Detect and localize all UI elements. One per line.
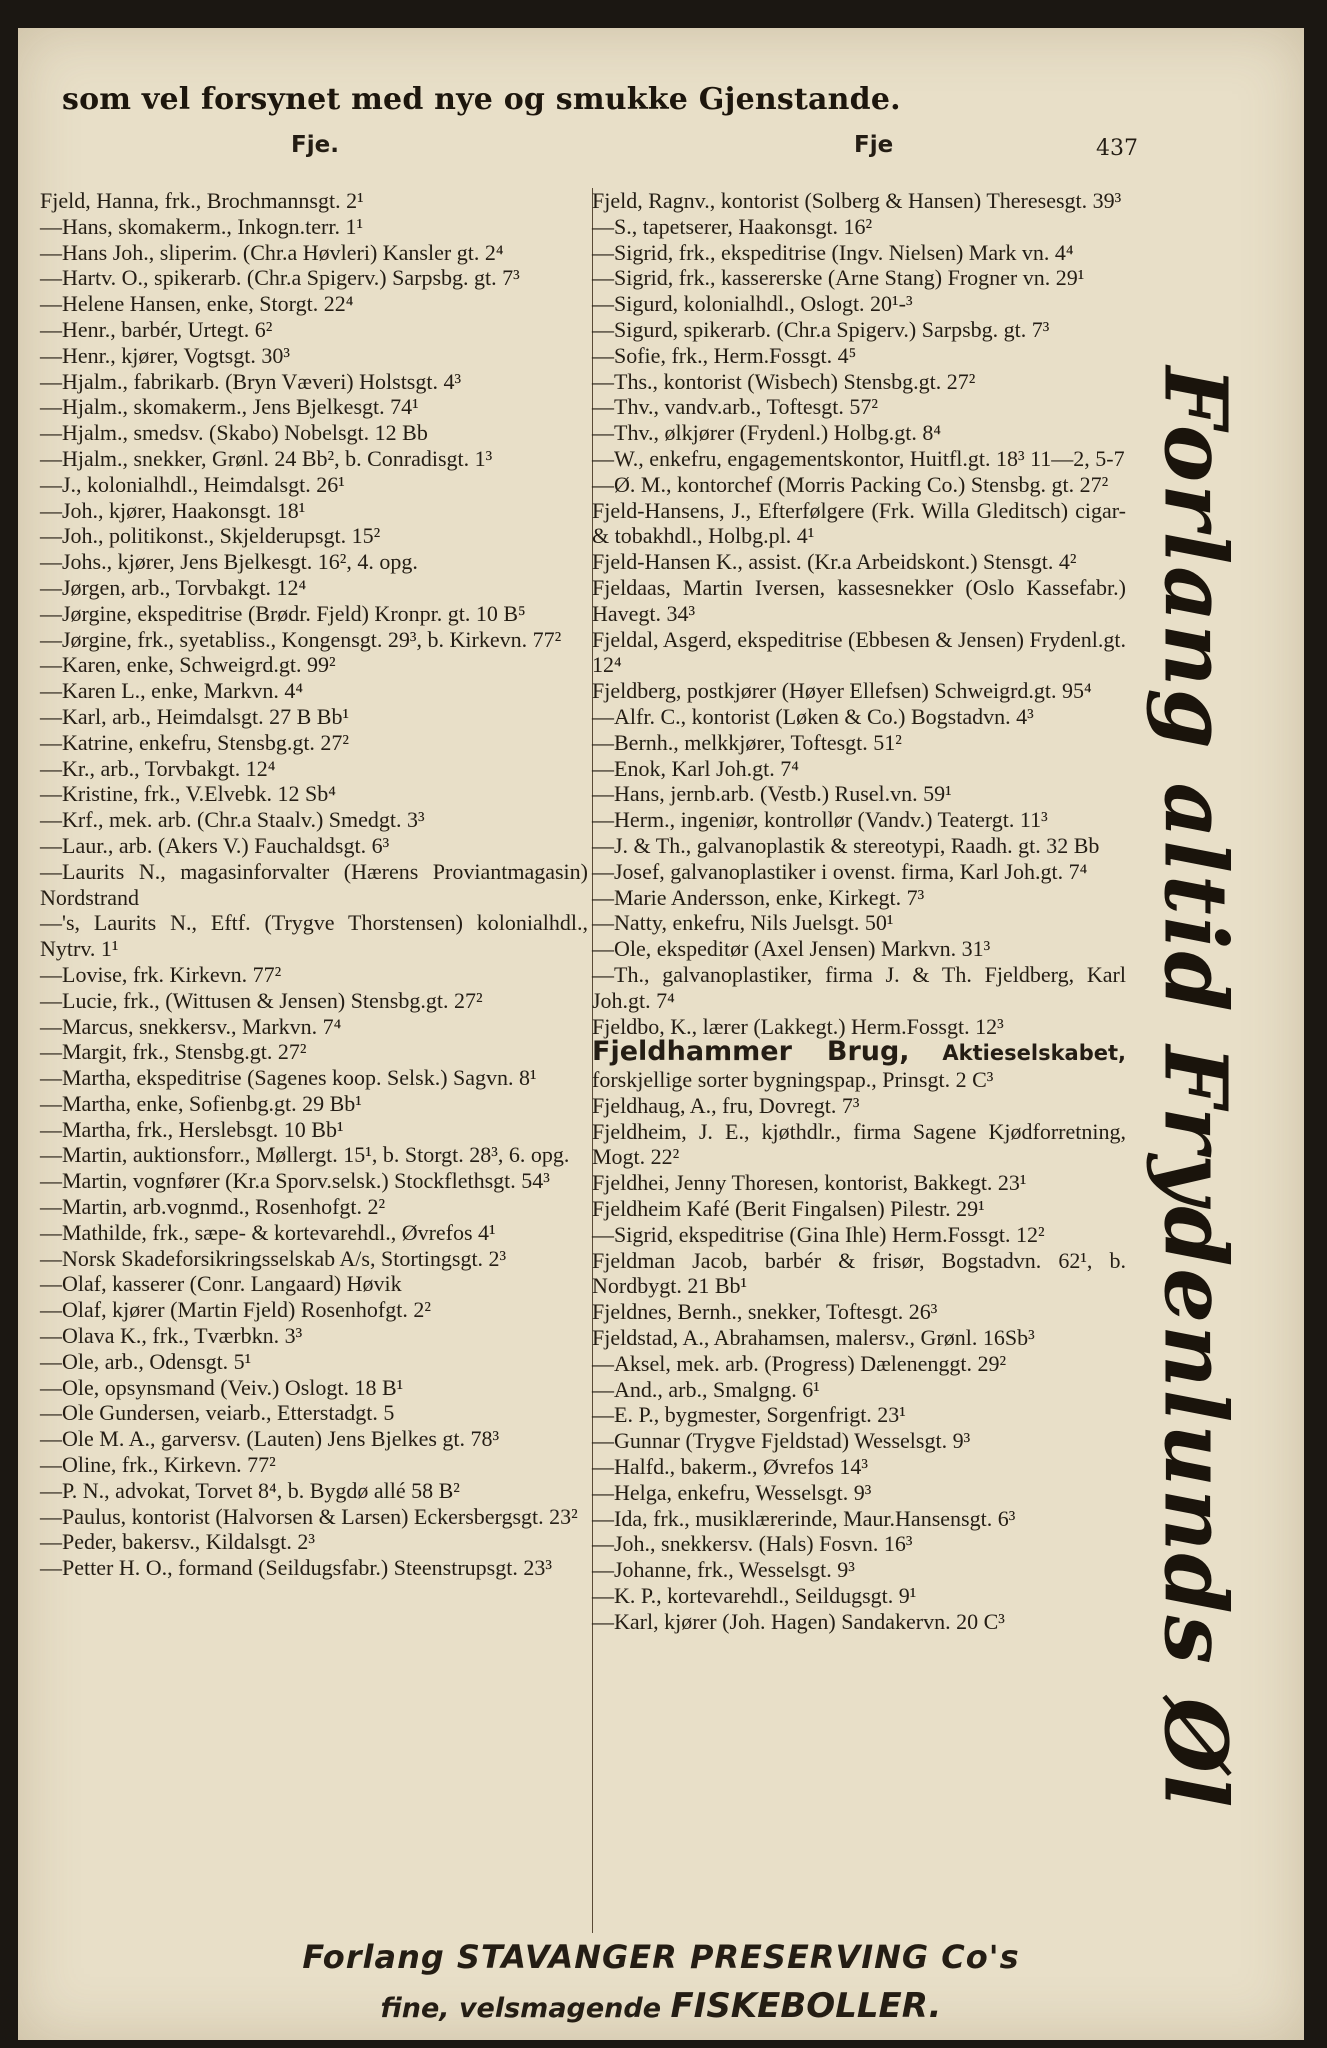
right-guide-word: Fje (854, 132, 894, 158)
directory-entry: —Johanne, frk., Wesselsgt. 9³ (592, 1557, 855, 1583)
directory-entry: Fjeldhei, Jenny Thoresen, kontorist, Bakkegt. 23¹ (592, 1170, 1027, 1196)
side-advertisement (1130, 366, 1260, 1810)
directory-entry: —Herm., ingeniør, kontrollør (Vandv.) Teatergt. 11³ (592, 807, 1048, 833)
directory-entry: —Th., galvanoplastiker, firma J. & Th. Fjeldberg, Karl Joh.gt. 7⁴ (592, 961, 1126, 1013)
directory-entry: —Hjalm., smedsv. (Skabo) Nobelsgt. 12 Bb (40, 420, 428, 446)
directory-entry: —Hjalm., fabrikarb. (Bryn Væveri) Holstsgt. 4³ (40, 368, 462, 394)
directory-entry: Fjeldman Jacob, barbér & frisør, Bogstadvn. 62¹, b. Nordbygt. 21 Bb¹ (592, 1247, 1126, 1299)
directory-entry: —Bernh., melkkjører, Toftesgt. 51² (592, 729, 902, 755)
directory-entry: —Henr., barbér, Urtegt. 6² (40, 316, 273, 342)
directory-entry: Fjeld, Ragnv., kontorist (Solberg & Hansen) Theresesgt. 39³ (592, 188, 1122, 213)
directory-entry: —Ths., kontorist (Wisbech) Stensbg.gt. 27² (592, 368, 976, 394)
directory-entry: Fjeld-Hansen K., assist. (Kr.a Arbeidskont.) Stensgt. 4² (592, 549, 1077, 575)
directory-entry: —Halfd., bakerm., Øvrefos 14³ (592, 1454, 869, 1480)
page-number: 437 (1096, 136, 1138, 161)
directory-entry: —Hans, jernb.arb. (Vestb.) Rusel.vn. 59¹ (592, 781, 952, 807)
directory-entry: Fjeldheim Kafé (Berit Fingalsen) Pilestr. 29¹ (592, 1196, 985, 1222)
directory-entry: —Karen, enke, Schweigrd.gt. 99² (40, 652, 336, 678)
directory-entry: —Natty, enkefru, Nils Juelsgt. 50¹ (592, 910, 894, 936)
directory-entry: —Enok, Karl Joh.gt. 7⁴ (592, 755, 799, 781)
directory-entry: —Sigurd, kolonialhdl., Oslogt. 20¹-³ (592, 291, 913, 317)
directory-entry: —Hans, skomakerm., Inkogn.terr. 1¹ (40, 213, 364, 239)
directory-entry: Fjeldbo, K., lærer (Lakkegt.) Herm.Fossgt. 12³ (592, 1013, 1004, 1039)
directory-entry: —Lucie, frk., (Wittusen & Jensen) Stensbg.gt. 27² (40, 987, 483, 1013)
directory-entry: —Jørgen, arb., Torvbakgt. 12⁴ (40, 574, 307, 600)
directory-entry: Fjeld, Hanna, frk., Brochmannsgt. 2¹ (40, 188, 364, 213)
directory-entry: —Ole Gundersen, veiarb., Etterstadgt. 5 (40, 1400, 395, 1426)
directory-entry: Fjeld-Hansens, J., Efterfølgere (Frk. Willa Gleditsch) cigar- & tobakhdl., Holbg.pl. 4¹ (592, 497, 1126, 549)
directory-entry: —E. P., bygmester, Sorgenfrigt. 23¹ (592, 1402, 906, 1428)
directory-entry: —Sigrid, ekspeditrise (Gina Ihle) Herm.Fossgt. 12² (592, 1221, 1045, 1247)
directory-entry: Fjeldberg, postkjører (Høyer Ellefsen) Schweigrd.gt. 95⁴ (592, 678, 1092, 704)
directory-entry: —Thv., vandv.arb., Toftesgt. 57² (592, 394, 878, 420)
directory-entry: —Laurits N., magasinforvalter (Hærens Proviantmagasin) Nordstrand (40, 858, 588, 910)
directory-entry: —Joh., kjører, Haakonsgt. 18¹ (40, 497, 306, 523)
right-column (592, 188, 1126, 1635)
directory-entry: —Joh., politikonst., Skjelderupsgt. 15² (40, 523, 381, 549)
directory-entry: —Martha, enke, Sofienbg.gt. 29 Bb¹ (40, 1090, 362, 1116)
directory-entry: —W., enkefru, engagementskontor, Huitfl.gt. 18³ 11—2, 5-7 (592, 445, 1125, 471)
directory-entry: —Martha, ekspeditrise (Sagenes koop. Selsk.) Sagvn. 8¹ (40, 1065, 537, 1091)
bottom-ad-line2-prefix: fine, velsmagende (380, 1993, 671, 2024)
directory-entry: Fjeldstad, A., Abrahamsen, malersv., Grønl. 16Sb³ (592, 1325, 1035, 1351)
directory-entry: —Gunnar (Trygve Fjeldstad) Wesselsgt. 9³ (592, 1428, 971, 1454)
directory-entry: —Hjalm., snekker, Grønl. 24 Bb², b. Conradisgt. 1³ (40, 445, 493, 471)
directory-entry: —Jørgine, ekspeditrise (Brødr. Fjeld) Kronpr. gt. 10 B⁵ (40, 600, 526, 626)
directory-entry: —Ida, frk., musiklærerinde, Maur.Hansensgt. 6³ (592, 1505, 1016, 1531)
left-column (40, 188, 588, 1581)
featured-entry-suffix: Aktieselskabet, (909, 1041, 1126, 1066)
directory-entry: Fjeldhaug, A., fru, Dovregt. 7³ (592, 1092, 860, 1118)
directory-entry: —'s, Laurits N., Eftf. (Trygve Thorstensen) kolonialhdl., Nytrv. 1¹ (40, 910, 588, 962)
directory-entry: —S., tapetserer, Haakonsgt. 16² (592, 213, 873, 239)
left-guide-word: Fje. (291, 132, 339, 158)
directory-entry: —And., arb., Smalgng. 6¹ (592, 1376, 820, 1402)
directory-entry: —Karen L., enke, Markvn. 4⁴ (40, 678, 304, 704)
directory-entry: —Hjalm., skomakerm., Jens Bjelkesgt. 74¹ (40, 394, 419, 420)
directory-entry: —Olava K., frk., Tværbkn. 3³ (40, 1323, 303, 1349)
directory-entry: —P. N., advokat, Torvet 8⁴, b. Bygdø allé 58 B² (40, 1477, 460, 1503)
directory-entry: —Martin, auktionsforr., Møllergt. 15¹, b. Storgt. 28³, 6. opg. (40, 1142, 570, 1168)
directory-entry: —Martha, frk., Herslebsgt. 10 Bb¹ (40, 1116, 344, 1142)
directory-entry: —Sigurd, spikerarb. (Chr.a Spigerv.) Sarpsbg. gt. 7³ (592, 316, 1050, 342)
directory-entry: Fjeldnes, Bernh., snekker, Toftesgt. 26³ (592, 1299, 938, 1325)
directory-entry: —Laur., arb. (Akers V.) Fauchaldsgt. 6³ (40, 832, 390, 858)
side-ad-text: Forlang altid Frydenlunds Øl (1144, 366, 1246, 1810)
directory-entry: —Ole M. A., garversv. (Lauten) Jens Bjelkes gt. 78³ (40, 1426, 500, 1452)
directory-entry: —Jørgine, frk., syetabliss., Kongensgt. 29³, b. Kirkevn. 77² (40, 626, 562, 652)
directory-entry: —Marie Andersson, enke, Kirkegt. 7³ (592, 884, 925, 910)
featured-entry-text: forskjellige sorter bygningspap., Prinsgt. 2 C³ (592, 1067, 994, 1093)
directory-entry: —Lovise, frk. Kirkevn. 77² (40, 961, 282, 987)
directory-entry: —Helga, enkefru, Wesselsgt. 9³ (592, 1479, 872, 1505)
directory-entry: Fjeldheim, J. E., kjøthdlr., firma Sagene Kjødforretning, Mogt. 22² (592, 1118, 1126, 1170)
directory-entry: —Sofie, frk., Herm.Fossgt. 4⁵ (592, 342, 857, 368)
directory-entry: —Oline, frk., Kirkevn. 77² (40, 1452, 276, 1478)
directory-entry: —Thv., ølkjører (Frydenl.) Holbg.gt. 8⁴ (592, 420, 942, 446)
directory-entry: —Sigrid, frk., kassererske (Arne Stang) Frogner vn. 29¹ (592, 265, 1085, 291)
directory-entry: —Ø. M., kontorchef (Morris Packing Co.) Stensbg. gt. 27² (592, 471, 1109, 497)
directory-entry: —Hartv. O., spikerarb. (Chr.a Spigerv.) Sarpsbg. gt. 7³ (40, 265, 520, 291)
bottom-ad-line2 (18, 1986, 1304, 2026)
directory-entry: —Katrine, enkefru, Stensbg.gt. 27² (40, 729, 350, 755)
directory-entry: —Hans Joh., sliperim. (Chr.a Høvleri) Kansler gt. 2⁴ (40, 239, 504, 265)
directory-entry: —Kr., arb., Torvbakgt. 12⁴ (40, 755, 276, 781)
directory-entry: —Paulus, kontorist (Halvorsen & Larsen) Eckersbergsgt. 23² (40, 1503, 578, 1529)
bottom-ad-line2-main: FISKEBOLLER. (670, 1986, 942, 2026)
directory-entry: —K. P., kortevarehdl., Seildugsgt. 9¹ (592, 1583, 917, 1609)
directory-entry: —Helene Hansen, enke, Storgt. 22⁴ (40, 291, 354, 317)
directory-entry: —Kristine, frk., V.Elvebk. 12 Sb⁴ (40, 781, 336, 807)
directory-entry: —Ole, ekspeditør (Axel Jensen) Markvn. 31³ (592, 936, 991, 962)
directory-entry: —J. & Th., galvanoplastik & stereotypi, Raadh. gt. 32 Bb (592, 832, 1100, 858)
top-banner-ad: som vel forsynet med nye og smukke Gjenstande. (62, 82, 901, 117)
featured-entry-name: Fjeldhammer Brug, (592, 1036, 910, 1068)
directory-entry: —Marcus, snekkersv., Markvn. 7⁴ (40, 1013, 342, 1039)
directory-entry: —Joh., snekkersv. (Hals) Fosvn. 16³ (592, 1531, 913, 1557)
directory-entry: Fjeldal, Asgerd, ekspeditrise (Ebbesen & Jensen) Frydenl.gt. 12⁴ (592, 626, 1127, 678)
directory-entry: —Karl, arb., Heimdalsgt. 27 B Bb¹ (40, 703, 350, 729)
featured-entry (592, 1036, 1126, 1093)
directory-entry: —Margit, frk., Stensbg.gt. 27² (40, 1039, 307, 1065)
directory-entry: —Sigrid, frk., ekspeditrise (Ingv. Nielsen) Mark vn. 4⁴ (592, 239, 1074, 265)
directory-entry: —Mathilde, frk., sæpe- & kortevarehdl., Øvrefos 4¹ (40, 1219, 496, 1245)
directory-entry: —Ole, opsynsmand (Veiv.) Oslogt. 18 B¹ (40, 1374, 404, 1400)
directory-entry: —Alfr. C., kontorist (Løken & Co.) Bogstadvn. 4³ (592, 703, 1034, 729)
directory-entry: —Petter H. O., formand (Seildugsfabr.) Steenstrupsgt. 23³ (40, 1555, 552, 1581)
directory-entry: —Olaf, kasserer (Conr. Langaard) Høvik (40, 1271, 402, 1297)
directory-entry: —J., kolonialhdl., Heimdalsgt. 26¹ (40, 471, 345, 497)
directory-entry: Fjeldaas, Martin Iversen, kassesnekker (Oslo Kassefabr.) Havegt. 34³ (592, 574, 1126, 626)
directory-entry: —Peder, bakersv., Kildalsgt. 2³ (40, 1529, 315, 1555)
directory-entry: —Josef, galvanoplastiker i ovenst. firma, Karl Joh.gt. 7⁴ (592, 858, 1088, 884)
directory-entry: —Ole, arb., Odensgt. 5¹ (40, 1348, 252, 1374)
directory-entry: —Karl, kjører (Joh. Hagen) Sandakervn. 20 C³ (592, 1608, 1005, 1634)
directory-entry: —Krf., mek. arb. (Chr.a Staalv.) Smedgt. 3³ (40, 807, 425, 833)
directory-page (18, 28, 1304, 2040)
directory-entry: —Henr., kjører, Vogtsgt. 30³ (40, 342, 290, 368)
directory-entry: —Martin, vognfører (Kr.a Sporv.selsk.) Stockflethsgt. 54³ (40, 1168, 550, 1194)
directory-entry: —Martin, arb.vognmd., Rosenhofgt. 2² (40, 1194, 386, 1220)
directory-entry: —Norsk Skadeforsikringsselskab A/s, Stortingsgt. 2³ (40, 1245, 507, 1271)
bottom-ad-line1: Forlang STAVANGER PRESERVING Co's (302, 1938, 1020, 1976)
directory-entry: —Aksel, mek. arb. (Progress) Dælenenggt. 29² (592, 1350, 1007, 1376)
directory-entry: —Olaf, kjører (Martin Fjeld) Rosenhofgt. 2² (40, 1297, 431, 1323)
directory-entry: —Johs., kjører, Jens Bjelkesgt. 16², 4. opg. (40, 549, 418, 575)
